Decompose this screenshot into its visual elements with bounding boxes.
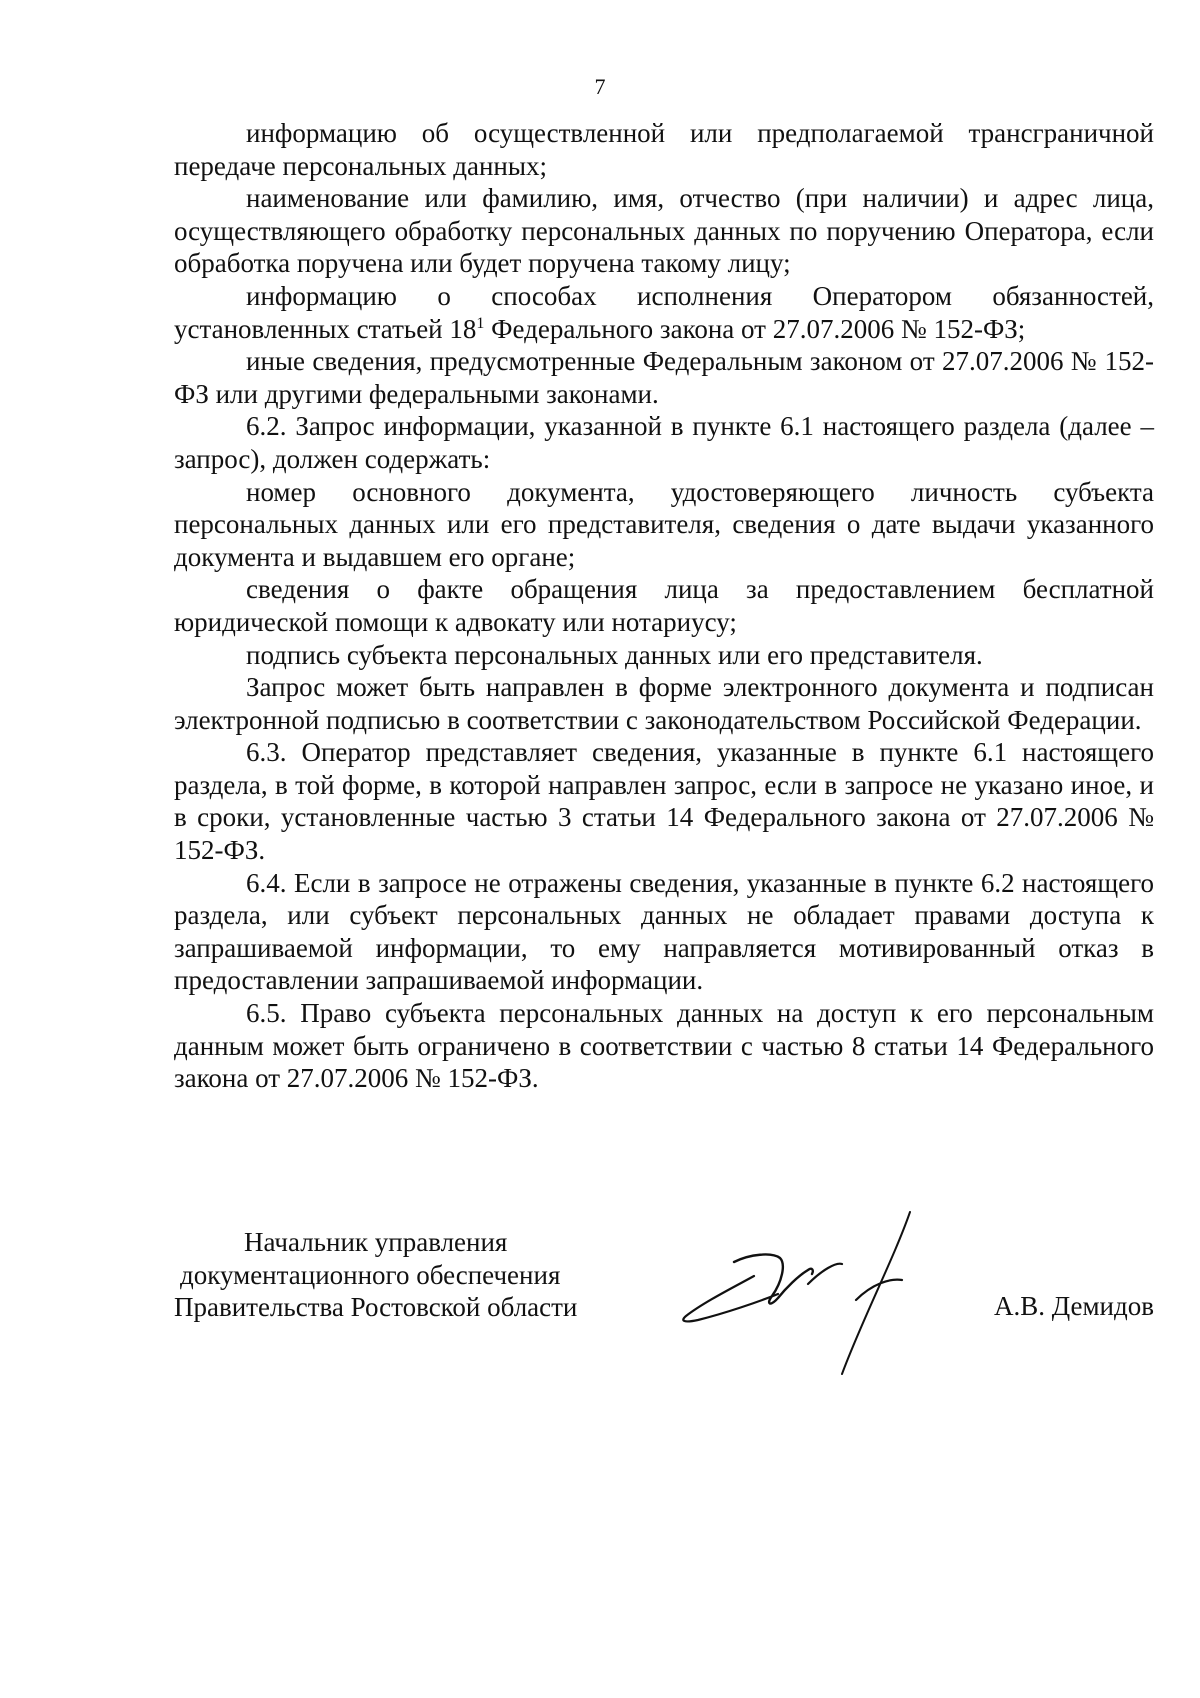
paragraph-operator-obligations-tail: Федерального закона от 27.07.2006 № 152-ФЗ; xyxy=(484,313,1026,344)
paragraph-electronic-request: Запрос может быть направлен в форме электронного документа и подписан электронной подписью в соответствии с законодательством Российской Федерации. xyxy=(174,672,1154,735)
signatory-title xyxy=(174,1226,634,1324)
paragraph-6-4: 6.4. Если в запросе не отражены сведения, указанные в пункте 6.2 настоящего раздела, или субъект персональных данных не обладает правами доступа к запрашиваемой информации, то ему направляется мотивированный отказ в предоставлении запрашиваемой информации. xyxy=(174,867,1154,996)
paragraph-cross-border-transfer: информацию об осуществленной или предполагаемой трансграничной передаче персональных данных; xyxy=(174,118,1154,181)
paragraph-operator-obligations xyxy=(174,280,1154,345)
paragraph-6-3: 6.3. Оператор представляет сведения, указанные в пункте 6.1 настоящего раздела, в той форме, в которой направлен запрос, если в запросе не указано иное, и в сроки, установленные частью 3 статьи 14 Федерального закона от 27.07.2006 № 152-ФЗ. xyxy=(174,737,1154,866)
signatory-title-line-2: документационного обеспечения xyxy=(180,1259,561,1290)
paragraph-6-2: 6.2. Запрос информации, указанной в пункте 6.1 настоящего раздела (далее – запрос), должен содержать: xyxy=(174,411,1154,474)
handwritten-signature xyxy=(676,1210,966,1378)
paragraph-legal-aid: сведения о факте обращения лица за предоставлением бесплатной юридической помощи к адвокату или нотариусу; xyxy=(174,574,1154,637)
paragraph-signature-requirement: подпись субъекта персональных данных или его представителя. xyxy=(246,639,983,670)
signatory-title-line-1: Начальник управления xyxy=(244,1227,508,1257)
paragraph-processor-info: наименование или фамилию, имя, отчество (при наличии) и адрес лица, осуществляющего обработку персональных данных по поручению Оператора, если обработка поручена или будет поручена такому лицу; xyxy=(174,183,1154,279)
paragraph-document-number: номер основного документа, удостоверяющего личность субъекта персональных данных или его представителя, сведения о дате выдачи указанного документа и выдавшем его органе; xyxy=(174,476,1154,572)
signatory-title-line-3: Правительства Ростовской области xyxy=(174,1292,578,1323)
paragraph-other-info: иные сведения, предусмотренные Федеральным законом от 27.07.2006 № 152-ФЗ или другими федеральными законами. xyxy=(174,346,1154,409)
article-superscript: 1 xyxy=(476,314,485,332)
paragraph-6-5: 6.5. Право субъекта персональных данных на доступ к его персональным данным может быть ограничено в соответствии с частью 8 статьи 14 Федерального закона от 27.07.2006 № 152-ФЗ. xyxy=(174,998,1154,1094)
body-text xyxy=(174,117,1154,1095)
paragraph-operator-obligations-text: информацию о способах исполнения Оператором обязанностей, установленных статьей 18 xyxy=(174,280,1154,344)
signatory-name: А.В. Демидов xyxy=(993,1291,1154,1321)
page-number: 7 xyxy=(594,74,606,99)
